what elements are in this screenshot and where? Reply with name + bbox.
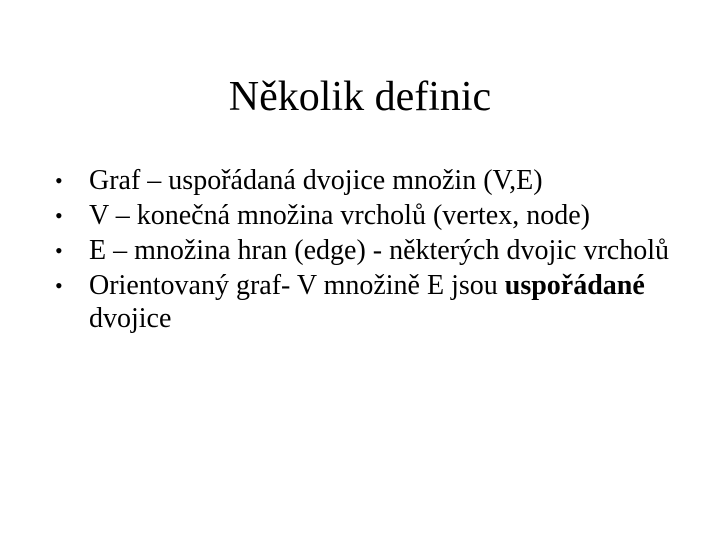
list-item bbox=[52, 199, 692, 232]
bullet-dot-icon: • bbox=[55, 238, 63, 263]
bullet-list bbox=[52, 164, 692, 337]
bullet-dot-icon: • bbox=[55, 168, 63, 193]
bullet-dot-icon: • bbox=[55, 273, 63, 298]
bullet-dot-icon: • bbox=[55, 203, 63, 228]
bullet-text-suffix: dvojice bbox=[89, 303, 172, 334]
bullet-text: V – konečná množina vrcholů (vertex, node) bbox=[89, 200, 590, 231]
bullet-text-emphasis: uspořádané bbox=[504, 270, 645, 301]
bullet-text: Graf – uspořádaná dvojice množin (V,E) bbox=[89, 165, 543, 196]
list-item bbox=[52, 164, 692, 197]
bullet-text: E – množina hran (edge) - některých dvojic vrcholů bbox=[89, 235, 670, 266]
list-item bbox=[52, 234, 692, 267]
bullet-text-prefix: Orientovaný graf- V množině E jsou bbox=[89, 270, 505, 301]
list-item bbox=[52, 269, 692, 335]
slide-title: Několik definic bbox=[228, 74, 492, 120]
